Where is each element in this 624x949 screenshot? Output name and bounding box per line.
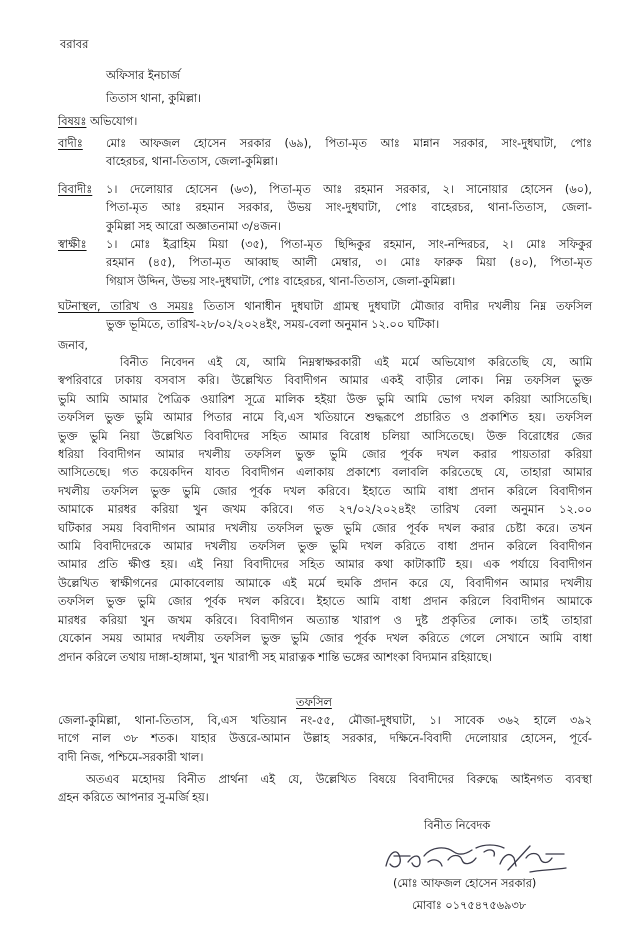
schedule-line: দাগে নাল ৩৮ শতক। যাহার উত্তরে-আমান উল্লাহ সরকার, দক্ষিনে-বিবাদী দেলোয়ার হোসেন, পূর্বে- (58, 732, 592, 746)
signatory-mobile: মোবাঃ ০১৭৫৪৭৫৬৯৩৮ (412, 899, 527, 912)
body-line: যেকোন সময় আমার দখলীয় তফসিল ভুক্ত ভুমি জোর পূর্বক দখল করিতে গেলে সেখানে আমি বাধা (58, 632, 592, 646)
incident-line: ভুক্ত ভূমিতে, তারিখ-২৮/০২/২০২৪ইং, সময়-বেলা অনুমান ১২.০০ ঘটিকা। (106, 318, 440, 332)
plaintiff-label-wrap (58, 135, 83, 153)
witnesses-line: ১। মোঃ ইব্রাহিম মিয়া (৩৫), পিতা-মৃত ছিদ্দিকুর রহমান, সাং-নন্দিরচর, ২। মোঃ সফিকুর (106, 238, 592, 251)
handwritten-signature (380, 836, 570, 878)
schedule-line: বাদী নিজ, পশ্চিমে-সরকারী খাল। (58, 750, 204, 764)
body-line: আমি বিবাদীদেরকে আমার দখলীয় তফসিল ভুক্ত ভুমি দখল করিতে বাধা প্রদান করিলে বিবাদীগন (58, 540, 592, 554)
plaintiff-line: বাহেরচর, থানা-তিতাস, জেলা-কুমিল্লা। (106, 155, 278, 169)
defendants-line: ১। দেলোয়ার হোসেন (৬৩), পিতা-মৃত আঃ রহমান সরকার, ২। সানোয়ার হোসেন (৬০), (106, 183, 592, 196)
schedule-heading: তফসিল (296, 696, 332, 709)
address-officer: অফিসার ইনচার্জ (106, 69, 180, 82)
defendants-line: কুমিল্লা সহ আরো অজ্ঞাতনামা ৩/৪জন। (106, 219, 281, 233)
closing-line: গ্রহন করিতে আপনার সু-মর্জি হয়। (58, 791, 209, 805)
body-line: ভুক্ত ভুমি নিয়া উল্লেখিত বিবাদীদের সহিত আমার বিরোধ চলিয়া আসিতেছে। উক্ত বিরোধের জের (58, 429, 592, 443)
subject-label: বিষয়ঃ (58, 115, 87, 128)
body-line: আমার প্রতি ক্ষীপ্ত হয়। এই নিয়া বিবাদীদের সহিত আমার কথা কাটাকাটি হয়। এক পর্যায়ে বিবাদীগন (58, 558, 592, 572)
subject-line (58, 113, 137, 131)
body-line: বিনীত নিবেদন এই যে, আমি নিম্নস্বাক্ষরকারী এই মর্মে অভিযোগ করিতেছি যে, আমি (120, 356, 592, 369)
witnesses-label: স্বাক্ষীঃ (58, 238, 87, 251)
body-line: প্রদান করিলে তথায় দাঙ্গা-হাঙ্গামা, খুন খারাপী সহ মারাত্নক শান্তি ভঙ্গের আশংকা বিদ্যমান রহিয়াছে। (58, 650, 492, 664)
incident-line: তিতাস থানাধীন দুধঘাটা গ্রামস্থ দুধঘাটা মৌজার বাদীর দখলীয় নিম্ন তফসিল (203, 300, 593, 313)
witnesses-line: রহমান (৪৫), পিতা-মৃত আব্বাছ আলী মেম্বার, ৩। মোঃ ফারুক মিয়া (৪০), পিতা-মৃত (106, 256, 592, 270)
body-line: আসিতেছে। গত কয়েকদিন যাবত বিবাদীগন এলাকায় প্রকাশ্যে বলাবলি করিতেছে যে, তাহারা আমার (58, 466, 592, 480)
body-line: ভুমি আমি আমার পৈত্রিক ওয়ারিশ সূত্রে মালিক হইয়া উক্ত ভুমি আমি ভোগ দখল করিয়া আসিতেছি। (58, 392, 592, 406)
sign-off: বিনীত নিবেদক (424, 819, 491, 832)
incident-first-line (58, 298, 592, 316)
closing-line: অতএব মহোদয় বিনীত প্রার্থনা এই যে, উল্লেখিত বিষয়ে বিবাদীদের বিরুদ্ধে আইনগত ব্যবস্থা (86, 773, 592, 786)
body-line: তফসিল ভুক্ত ভুমি আমার পিতার নামে বি,এস খতিয়ানে শুদ্ধরূপে প্রচারিত ও প্রকাশিত হয়। তফসিল (58, 411, 592, 425)
body-line: স্বপরিবারে ঢাকায় বসবাস করি। উল্লেখিত বিবাদীগন আমার একই বাড়ীর লোক। নিম্ন তফসিল ভুক্ত (58, 374, 592, 388)
schedule-line: জেলা-কুমিল্লা, থানা-তিতাস, বি,এস খতিয়ান নং-৫৫, মৌজা-দুধঘাটা, ১। সাবেক ৩৬২ হালে ৩৯২ (58, 714, 592, 727)
witnesses-label-wrap (58, 236, 87, 254)
body-line: আমাকে মারধর করিয়া খুন জখম করিবে। গত ২৭/০২/২০২৪ইং তারিখ বেলা অনুমান ১২.০০ (58, 503, 592, 517)
witnesses-block (106, 236, 592, 291)
incident-block (58, 298, 592, 335)
schedule-block (58, 712, 592, 767)
subject-text: অভিযোগ। (90, 115, 138, 128)
address-station: তিতাস থানা, কুমিল্লা। (106, 92, 202, 105)
plaintiff-block (106, 135, 592, 172)
body-line: তফসিল ভুক্ত ভুমি জোর পূর্বক দখল করিবে। ইহাতে আমি বাধা প্রদান করিলে বিবাদীগন আমাকে (58, 595, 592, 609)
body-line: উল্লেখিত স্বাক্ষীগনের মোকাবেলায় আমাকে এই মর্মে হুমকি প্রদান করে যে, বিবাদীগন আমার দখলীয় (58, 576, 592, 590)
incident-label: ঘটনাস্থল, তারিখ ও সময়ঃ (58, 300, 194, 313)
witnesses-line: গিয়াস উদ্দিন, উভয় সাং-দুধঘাটা, পোঃ বাহেরচর, থানা-তিতাস, জেলা-কুমিল্লা। (106, 274, 456, 288)
plaintiff-label: বাদীঃ (58, 137, 83, 150)
closing-block (58, 771, 592, 808)
body-line: দখলীয় তফসিল ভুক্ত ভুমি জোর পূর্বক দখল করিবে। ইহাতে আমি বাধা প্রদান করিলে বিবাদীগন (58, 484, 592, 498)
body-paragraph (58, 354, 592, 667)
signatory-name: (মোঃ আফজল হোসেন সরকার) (393, 877, 537, 890)
defendants-label: বিবাদীঃ (58, 183, 93, 196)
body-line: ধরিয়া বিবাদীগন আমার দখলীয় তফসিল ভুক্ত ভুমি জোর পূর্বক দখল করার পায়তারা করিয়া (58, 448, 592, 462)
address-to: বরাবর (60, 38, 89, 51)
defendants-line: পিতা-মৃত আঃ রহমান সরকার, উভয় সাং-দুধঘাটা, পোঃ বাহেরচর, থানা-তিতাস, জেলা- (106, 201, 592, 215)
body-line: ঘটিকার সময় বিবাদীগন আমার দখলীয় তফসিল ভুক্ত ভুমি জোর পূর্বক দখল করার চেষ্টা করে। তখন (58, 521, 592, 535)
salutation: জনাব, (58, 339, 89, 352)
plaintiff-line: মোঃ আফজল হোসেন সরকার (৬৯), পিতা-মৃত আঃ মান্নান সরকার, সাং-দুধঘাটা, পোঃ (106, 137, 592, 150)
defendants-label-wrap (58, 181, 92, 199)
body-line: মারধর করিয়া খুন জখম করিবে। বিবাদীগন অত্যান্ত খারাপ ও দুষ্ট প্রকৃতির লোক। তাই তাহারা (58, 613, 592, 627)
defendants-block (106, 181, 592, 236)
